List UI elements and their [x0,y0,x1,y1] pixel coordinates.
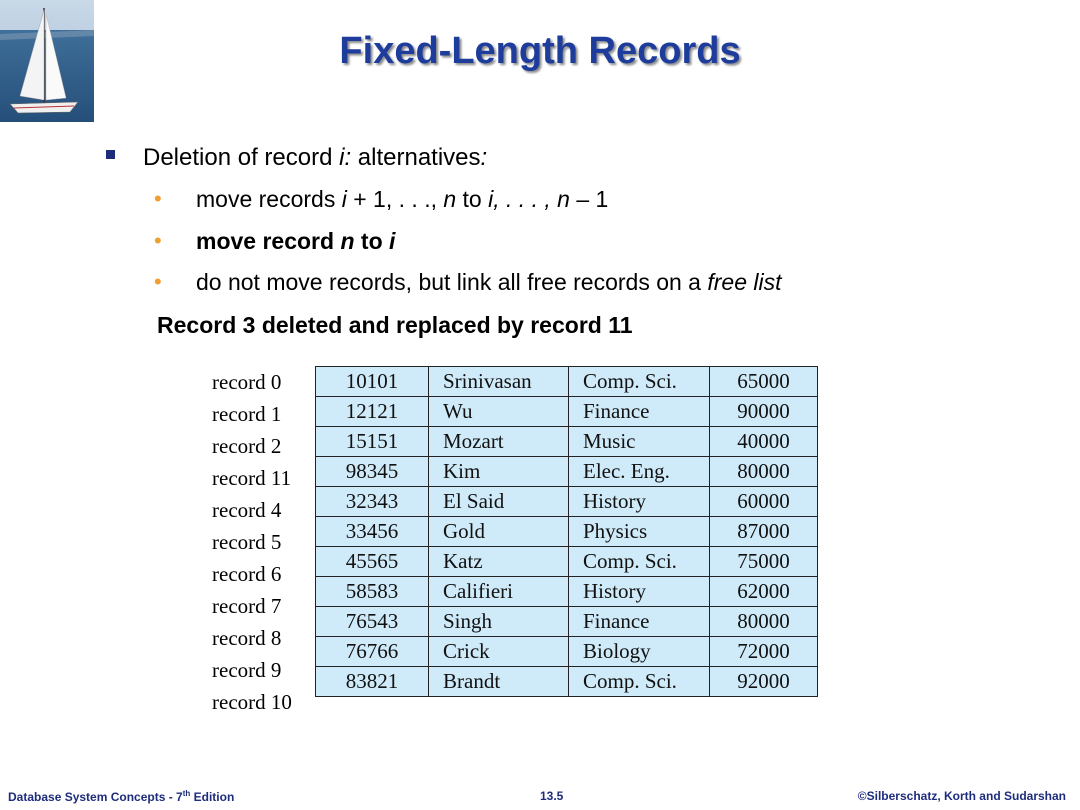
dot-bullet-icon: • [154,269,162,294]
table-cell: Biology [569,637,710,667]
table-cell: 75000 [710,547,818,577]
table-cell: 32343 [316,487,429,517]
table-row [316,577,818,607]
sub-bullet-text: move records i + 1, . . ., n to i, . . . , n – 1 [196,186,609,212]
table-cell: Mozart [429,427,569,457]
table-cell: 92000 [710,667,818,697]
table-cell: 65000 [710,367,818,397]
table-cell: 80000 [710,457,818,487]
dot-bullet-icon: • [154,186,162,211]
table-cell: Katz [429,547,569,577]
table-cell: Gold [429,517,569,547]
record-label: record 6 [212,562,282,586]
table-row [316,367,818,397]
table-cell: Physics [569,517,710,547]
table-row [316,457,818,487]
record-label: record 2 [212,434,282,458]
table-cell: 58583 [316,577,429,607]
table-cell: 45565 [316,547,429,577]
record-label: record 7 [212,594,282,618]
record-label: record 10 [212,690,292,714]
table-cell: 83821 [316,667,429,697]
table-row [316,427,818,457]
table-row [316,517,818,547]
table-cell: 15151 [316,427,429,457]
table-cell: Brandt [429,667,569,697]
sub-bullet-text: do not move records, but link all free records on a free list [196,269,782,295]
record-label: record 11 [212,466,292,490]
table-cell: Comp. Sci. [569,367,710,397]
table-cell: 87000 [710,517,818,547]
table-cell: Elec. Eng. [569,457,710,487]
footer-book-title: Database System Concepts - 7th Edition [8,789,235,804]
table-cell: El Said [429,487,569,517]
record-label: record 4 [212,498,282,522]
table-cell: Music [569,427,710,457]
record-label: record 9 [212,658,282,682]
table-cell: Crick [429,637,569,667]
table-row [316,487,818,517]
record-label: record 1 [212,402,282,426]
table-cell: Srinivasan [429,367,569,397]
table-cell: Singh [429,607,569,637]
table-cell: 72000 [710,637,818,667]
sub-bullet-text: move record n to i [196,228,396,254]
record-label: record 0 [212,370,282,394]
table-cell: History [569,487,710,517]
table-cell: Comp. Sci. [569,667,710,697]
table-cell: 76543 [316,607,429,637]
table-row [316,397,818,427]
bullet-deletion-text: Deletion of record i: alternatives: [143,144,488,171]
square-bullet-icon [106,150,115,159]
table-cell: 40000 [710,427,818,457]
table-row [316,637,818,667]
table-cell: 33456 [316,517,429,547]
record-labels [212,366,292,718]
table-row [316,667,818,697]
table-cell: 80000 [710,607,818,637]
footer-page-number: 13.5 [540,789,564,803]
table-caption: Record 3 deleted and replaced by record 11 [157,312,633,338]
table-cell: Wu [429,397,569,427]
table-cell: 62000 [710,577,818,607]
table-cell: 76766 [316,637,429,667]
record-label: record 5 [212,530,282,554]
record-label: record 8 [212,626,282,650]
table-cell: 90000 [710,397,818,427]
table-cell: Kim [429,457,569,487]
table-cell: Finance [569,397,710,427]
table-cell: 10101 [316,367,429,397]
table-cell: 98345 [316,457,429,487]
table-cell: Finance [569,607,710,637]
footer-copyright: ©Silberschatz, Korth and Sudarshan [857,789,1066,803]
table-row [316,607,818,637]
table-cell: Califieri [429,577,569,607]
dot-bullet-icon: • [154,228,162,253]
table-cell: History [569,577,710,607]
slide-title: Fixed-Length Records [339,30,741,72]
table-cell: 60000 [710,487,818,517]
table-row [316,547,818,577]
records-table [315,366,818,697]
table-cell: 12121 [316,397,429,427]
table-cell: Comp. Sci. [569,547,710,577]
